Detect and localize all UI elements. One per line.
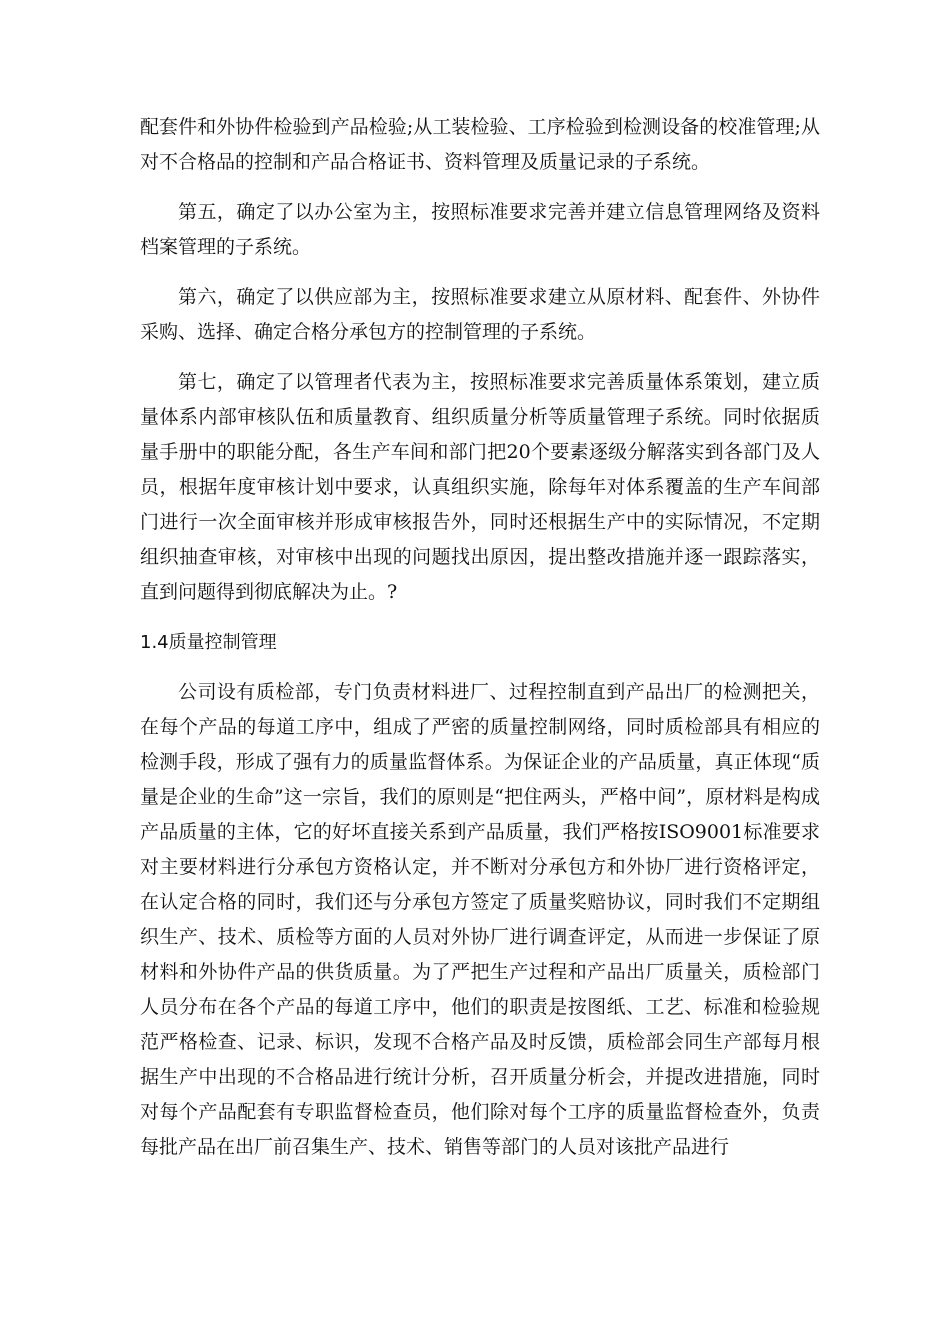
document-body (140, 110, 820, 1180)
paragraph-fifth: 第五，确定了以办公室为主，按照标准要求完善并建立信息管理网络及资料档案管理的子系统。 (140, 201, 820, 258)
paragraph-seventh: 第七，确定了以管理者代表为主，按照标准要求完善质量体系策划，建立质量体系内部审核队伍和质量教育、组织质量分析等质量管理子系统。同时依据质量手册中的职能分配，各生产车间和部门把20个要素逐级分解落实到各部门及人员，根据年度审核计划中要求，认真组织实施，除每年对体系覆盖的生产车间部门进行一次全面审核并形成审核报告外，同时还根据生产中的实际情况，不定期组织抽查审核，对审核中出现的问题找出原因，提出整改措施并逐一跟踪落实，直到问题得到彻底解决为止。? (140, 371, 820, 603)
paragraph-quality-control: 公司设有质检部，专门负责材料进厂、过程控制直到产品出厂的检测把关，在每个产品的每道工序中，组成了严密的质量控制网络，同时质检部具有相应的检测手段，形成了强有力的质量监督体系。为保证企业的产品质量，真正体现“质量是企业的生命”这一宗旨，我们的原则是“把住两头，严格中间”，原材料是构成产品质量的主体，它的好坏直接关系到产品质量，我们严格按ISO9001标准要求对主要材料进行分承包方资格认定，并不断对分承包方和外协厂进行资格评定，在认定合格的同时，我们还与分承包方签定了质量奖赔协议，同时我们不定期组织生产、技术、质检等方面的人员对外协厂进行调查评定，从而进一步保证了原材料和外协件产品的供货质量。为了严把生产过程和产品出厂质量关，质检部门人员分布在各个产品的每道工序中，他们的职责是按图纸、工艺、标准和检验规范严格检查、记录、标识，发现不合格产品及时反馈，质检部会同生产部每月根据生产中出现的不合格品进行统计分析，召开质量分析会，并提改进措施，同时对每个产品配套有专职监督检查员，他们除对每个工序的质量监督检查外，负责每批产品在出厂前召集生产、技术、销售等部门的人员对该批产品进行 (140, 681, 820, 1158)
paragraph-continued: 配套件和外协件检验到产品检验;从工装检验、工序检验到检测设备的校准管理;从对不合格品的控制和产品合格证书、资料管理及质量记录的子系统。 (140, 116, 820, 173)
paragraph-sixth: 第六，确定了以供应部为主，按照标准要求建立从原材料、配套件、外协件采购、选择、确定合格分承包方的控制管理的子系统。 (140, 286, 820, 343)
section-heading: 1.4质量控制管理 (140, 632, 277, 653)
